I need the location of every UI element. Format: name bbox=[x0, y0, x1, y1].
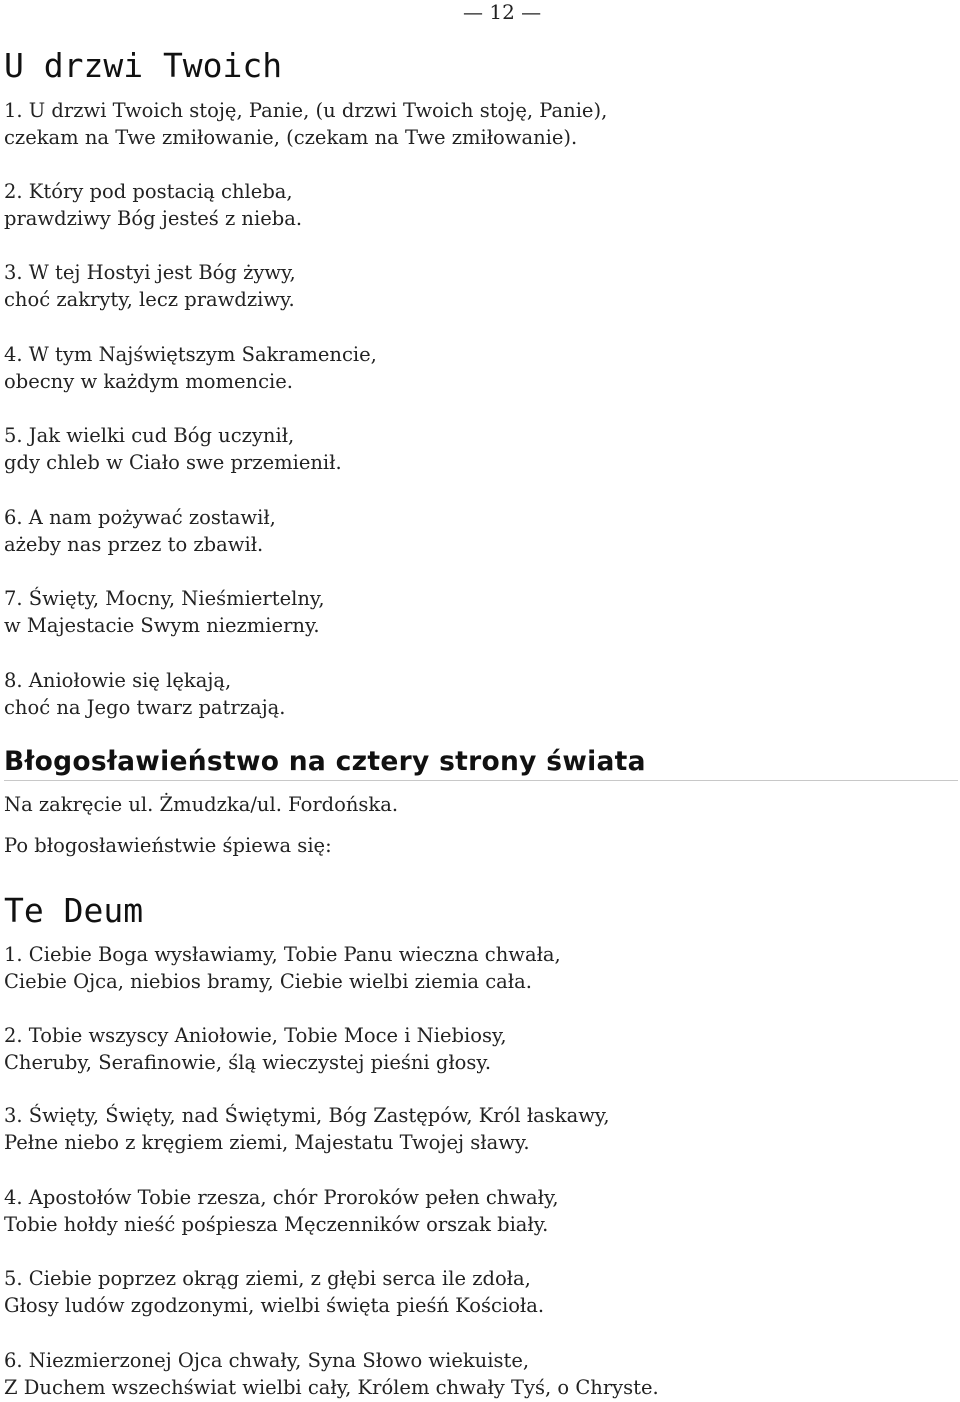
song2-verse-5 bbox=[4, 1265, 544, 1319]
verse-line: 1. U drzwi Twoich stoję, Panie, (u drzwi Twoich stoję, Panie), bbox=[4, 99, 608, 122]
song1-verse-5 bbox=[4, 422, 342, 476]
verse-line: 6. A nam pożywać zostawił, bbox=[4, 506, 276, 529]
song1-verse-6 bbox=[4, 504, 276, 558]
song1-verse-8 bbox=[4, 667, 285, 721]
verse-line: w Majestacie Swym niezmierny. bbox=[4, 614, 320, 637]
song1-verse-4 bbox=[4, 341, 377, 395]
verse-line: 2. Który pod postacią chleba, bbox=[4, 180, 293, 203]
song-title-te-deum: Te Deum bbox=[4, 891, 144, 930]
verse-line: prawdziwy Bóg jesteś z nieba. bbox=[4, 207, 303, 230]
verse-line: Ciebie Ojca, niebios bramy, Ciebie wielbi ziemia cała. bbox=[4, 970, 532, 993]
verse-line: 8. Aniołowie się lękają, bbox=[4, 669, 232, 692]
verse-line: 2. Tobie wszyscy Aniołowie, Tobie Moce i Niebiosy, bbox=[4, 1024, 507, 1047]
song2-verse-6 bbox=[4, 1347, 659, 1401]
verse-line: 5. Ciebie poprzez okrąg ziemi, z głębi serca ile zdoła, bbox=[4, 1267, 531, 1290]
verse-line: 6. Niezmierzonej Ojca chwały, Syna Słowo wiekuiste, bbox=[4, 1349, 530, 1372]
verse-line: 1. Ciebie Boga wysławiamy, Tobie Panu wieczna chwała, bbox=[4, 943, 561, 966]
song2-verse-3 bbox=[4, 1102, 610, 1156]
song1-verse-1 bbox=[4, 97, 607, 151]
song2-verse-2 bbox=[4, 1022, 507, 1076]
verse-line: Tobie hołdy nieść pośpiesza Męczenników orszak biały. bbox=[4, 1213, 549, 1236]
verse-line: Pełne niebo z kręgiem ziemi, Majestatu Twojej sławy. bbox=[4, 1131, 530, 1154]
song2-verse-4 bbox=[4, 1184, 559, 1238]
verse-line: 4. W tym Najświętszym Sakramencie, bbox=[4, 343, 377, 366]
section-heading-blessing: Błogosławieństwo na cztery strony świata bbox=[4, 744, 958, 781]
verse-line: Cheruby, Serafinowie, ślą wieczystej pieśni głosy. bbox=[4, 1051, 492, 1074]
verse-line: Głosy ludów zgodzonymi, wielbi święta pieśń Kościoła. bbox=[4, 1294, 545, 1317]
verse-line: 4. Apostołów Tobie rzesza, chór Proroków pełen chwały, bbox=[4, 1186, 559, 1209]
location-text: Na zakręcie ul. Żmudzka/ul. Fordońska. bbox=[4, 793, 399, 816]
song1-verse-7 bbox=[4, 585, 325, 639]
verse-line: 3. W tej Hostyi jest Bóg żywy, bbox=[4, 261, 296, 284]
verse-line: Z Duchem wszechświat wielbi cały, Królem chwały Tyś, o Chryste. bbox=[4, 1376, 659, 1399]
verse-line: gdy chleb w Ciało swe przemienił. bbox=[4, 451, 342, 474]
instruction-text: Po błogosławieństwie śpiewa się: bbox=[4, 834, 332, 857]
verse-line: 3. Święty, Święty, nad Świętymi, Bóg Zastępów, Król łaskawy, bbox=[4, 1104, 610, 1127]
song1-verse-2 bbox=[4, 178, 302, 232]
verse-line: obecny w każdym momencie. bbox=[4, 370, 293, 393]
verse-line: 7. Święty, Mocny, Nieśmiertelny, bbox=[4, 587, 325, 610]
verse-line: czekam na Twe zmiłowanie, (czekam na Twe zmiłowanie). bbox=[4, 126, 578, 149]
song-title-u-drzwi-twoich: U drzwi Twoich bbox=[4, 46, 283, 85]
song2-verse-1 bbox=[4, 941, 561, 995]
verse-line: choć zakryty, lecz prawdziwy. bbox=[4, 288, 295, 311]
verse-line: 5. Jak wielki cud Bóg uczynił, bbox=[4, 424, 295, 447]
verse-line: ażeby nas przez to zbawił. bbox=[4, 533, 264, 556]
page-number: — 12 — bbox=[463, 0, 542, 24]
verse-line: choć na Jego twarz patrzają. bbox=[4, 696, 286, 719]
song1-verse-3 bbox=[4, 259, 296, 313]
